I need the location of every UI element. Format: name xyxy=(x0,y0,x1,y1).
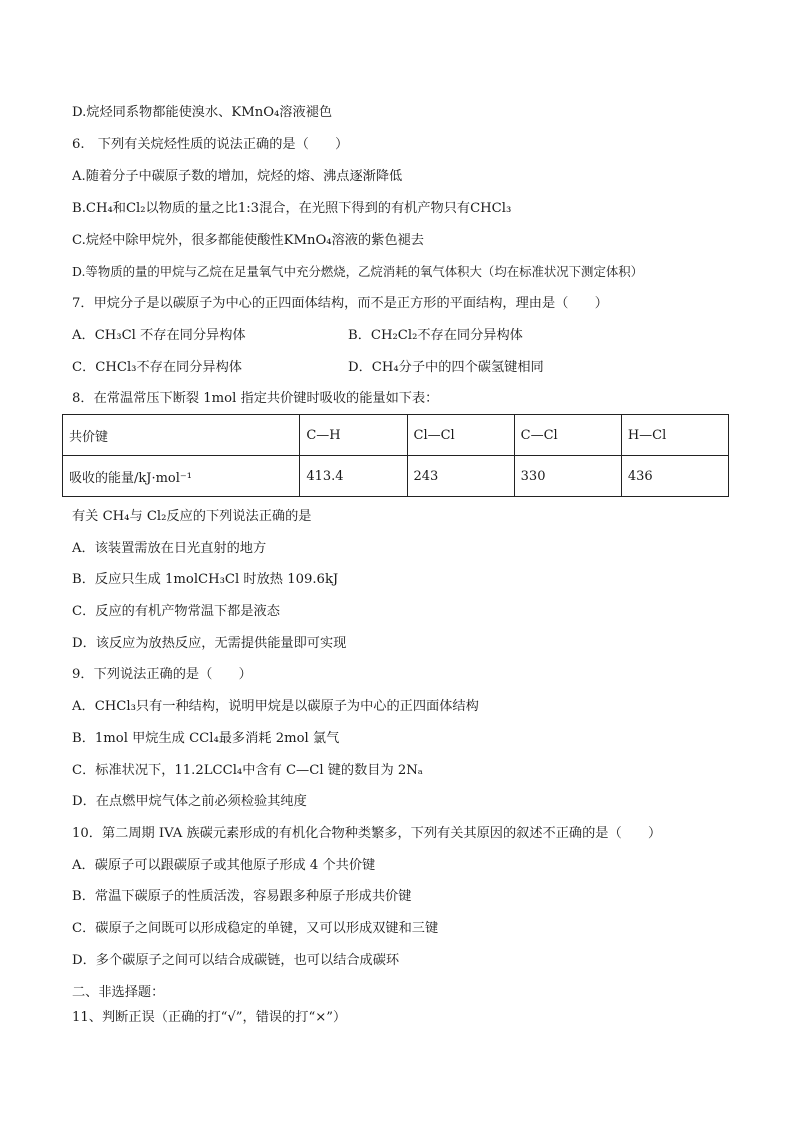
q5-option-d: D.烷烃同系物都能使溴水、KMnO₄溶液褪色 xyxy=(72,105,333,120)
q8-option-c: C．反应的有机产物常温下都是液态 xyxy=(72,604,280,619)
q8-prompt: 有关 CH₄与 Cl₂反应的下列说法正确的是 xyxy=(72,509,312,524)
table-row xyxy=(63,456,729,497)
q7-option-b: B．CH₂Cl₂不存在同分异构体 xyxy=(348,328,523,343)
q8-option-a: A．该装置需放在日光直射的地方 xyxy=(72,541,267,556)
q10-option-a: A．碳原子可以跟碳原子或其他原子形成 4 个共价键 xyxy=(72,858,376,873)
table-cell: 413.4 xyxy=(300,456,407,497)
q7-option-c: C．CHCl₃不存在同分异构体 xyxy=(72,360,242,375)
table-row xyxy=(63,415,729,456)
q9-option-a: A．CHCl₃只有一种结构，说明甲烷是以碳原子为中心的正四面体结构 xyxy=(72,699,479,714)
q11-stem: 11、判断正误（正确的打“√”，错误的打“×”） xyxy=(72,1010,347,1025)
q9-option-d: D．在点燃甲烷气体之前必须检验其纯度 xyxy=(72,794,307,809)
table-cell: 330 xyxy=(514,456,621,497)
q7-option-d: D．CH₄分子中的四个碳氢键相同 xyxy=(348,360,544,375)
table-header-cell: C—H xyxy=(300,415,407,456)
q10-option-c: C．碳原子之间既可以形成稳定的单键，又可以形成双键和三键 xyxy=(72,921,439,936)
table-header-cell: H—Cl xyxy=(621,415,728,456)
table-cell: 243 xyxy=(407,456,514,497)
q10-option-d: D．多个碳原子之间可以结合成碳链，也可以结合成碳环 xyxy=(72,953,400,968)
table-cell: 436 xyxy=(621,456,728,497)
q6-option-a: A.随着分子中碳原子数的增加，烷烃的熔、沸点逐渐降低 xyxy=(72,169,403,184)
q8-option-b: B．反应只生成 1molCH₃Cl 时放热 109.6kJ xyxy=(72,572,339,587)
q10-stem: 10．第二周期 IVA 族碳元素形成的有机化合物种类繁多，下列有关其原因的叙述不正确的是（ ） xyxy=(72,826,662,841)
table-row-label: 吸收的能量/kJ·mol⁻¹ xyxy=(63,456,300,497)
q7-stem: 7．甲烷分子是以碳原子为中心的正四面体结构，而不是正方形的平面结构，理由是（ ） xyxy=(72,296,608,311)
table-header-cell: Cl—Cl xyxy=(407,415,514,456)
section-title: 二、非选择题： xyxy=(72,985,165,1000)
table-header-cell: C—Cl xyxy=(514,415,621,456)
table-header-cell: 共价键 xyxy=(63,415,300,456)
q9-option-b: B．1mol 甲烷生成 CCl₄最多消耗 2mol 氯气 xyxy=(72,731,340,746)
q6-option-d: D.等物质的量的甲烷与乙烷在足量氧气中充分燃烧，乙烷消耗的氧气体积大（均在标准状况下测定体积） xyxy=(72,264,644,279)
bond-energy-table xyxy=(62,414,729,497)
q8-stem: 8．在常温常压下断裂 1mol 指定共价键时吸收的能量如下表： xyxy=(72,391,439,406)
q9-option-c: C．标准状况下，11.2LCCl₄中含有 C—Cl 键的数目为 2Nₐ xyxy=(72,763,423,778)
q9-stem: 9．下列说法正确的是（ ） xyxy=(72,667,252,682)
q8-option-d: D．该反应为放热反应，无需提供能量即可实现 xyxy=(72,636,347,651)
q7-option-a: A．CH₃Cl 不存在同分异构体 xyxy=(72,328,246,343)
q10-option-b: B．常温下碳原子的性质活泼，容易跟多种原子形成共价键 xyxy=(72,889,412,904)
q6-option-c: C.烷烃中除甲烷外，很多都能使酸性KMnO₄溶液的紫色褪去 xyxy=(72,233,424,248)
q6-option-b: B.CH₄和Cl₂以物质的量之比1:3混合，在光照下得到的有机产物只有CHCl₃ xyxy=(72,201,512,216)
q6-stem: 6. 下列有关烷烃性质的说法正确的是（ ） xyxy=(72,137,349,152)
